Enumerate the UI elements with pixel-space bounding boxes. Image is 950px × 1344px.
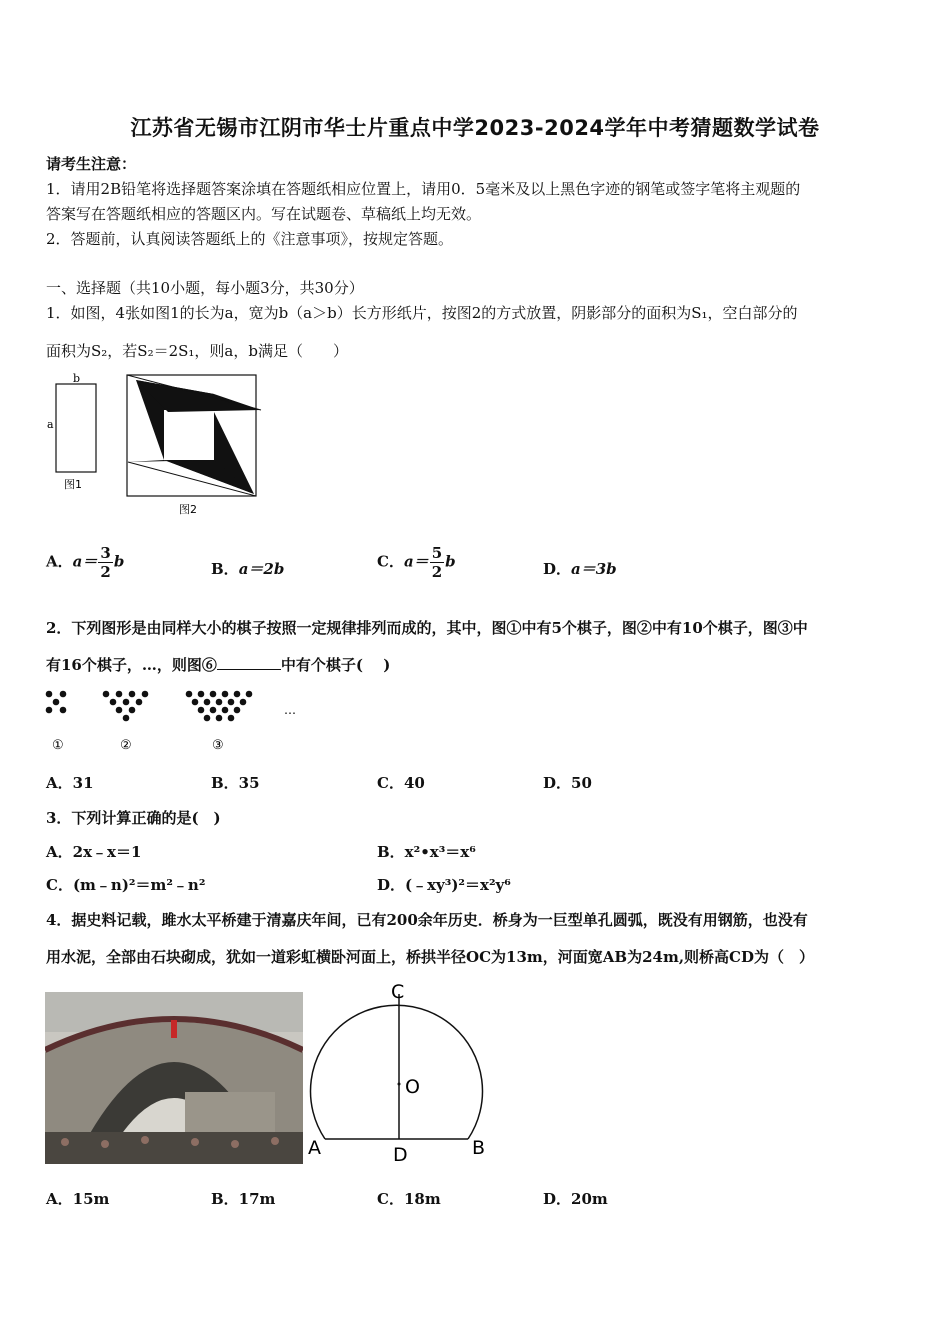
q2-stem-line-2-end: 中有个棋子( ): [280, 656, 391, 674]
section-heading: 一、选择题（共10小题，每小题3分，共30分）: [46, 279, 364, 297]
page-title: 江苏省无锡市江阴市华士片重点中学2023-2024学年中考猜题数学试卷: [130, 116, 820, 140]
pattern-ellipsis: …: [284, 703, 296, 717]
q4-stem-line-2: 用水泥，全部由石块砌成，犹如一道彩虹横卧河面上，桥拱半径OC为13m，河面宽AB为24m,则桥高CD为（ ）: [46, 948, 814, 966]
point-d-label: D: [393, 1144, 408, 1166]
q1-option-a-numerator: 3: [100, 544, 111, 562]
q1-option-c-prefix: C．: [377, 552, 404, 571]
q1-option-d-prefix: D．: [543, 560, 572, 578]
notice-line-1: 1．请用2B铅笔将选择题答案涂填在答题纸相应位置上，请用0．5毫米及以上黑色字迹的钢笔或签字笔将主观题的: [46, 180, 801, 198]
q1-option-a: [46, 544, 124, 581]
pattern-2: [103, 691, 149, 722]
q3-option-b: B．x²•x³＝x⁶: [377, 843, 476, 861]
q2-option-c: C．40: [377, 774, 425, 792]
figure-2: [127, 375, 261, 516]
q1-option-b-prefix: B．: [211, 560, 239, 578]
q2-pattern-figures: [40, 686, 310, 756]
q4-option-a: A．15m: [46, 1190, 110, 1208]
q1-option-d: [543, 558, 617, 579]
point-c-label: C: [391, 981, 405, 1003]
q1-stem-line-2: 面积为S₂，若S₂＝2S₁，则a，b满足（ ）: [46, 342, 348, 360]
q2-stem-line-2-start: 有16个棋子，…，则图⑥: [46, 656, 217, 674]
q1-stem-line-1: 1．如图，4张如图1的长为a，宽为b（a＞b）长方形纸片，按图2的方式放置，阴影部分的面积为S₁，空白部分的: [46, 304, 798, 322]
q1-option-b-value: a＝2b: [238, 560, 285, 578]
q3-option-c: C．(m﹣n)²＝m²﹣n²: [46, 876, 206, 894]
q2-option-d: D．50: [543, 774, 592, 792]
pattern-3: [186, 691, 253, 722]
point-a-label: A: [308, 1137, 321, 1159]
notice-line-3: 2．答题前，认真阅读答题纸上的《注意事项》，按规定答题。: [46, 230, 454, 248]
bridge-photo: [45, 992, 303, 1164]
q4-option-b: B．17m: [211, 1190, 276, 1208]
q1-option-b: [211, 558, 284, 579]
bridge-arch-diagram: [305, 976, 495, 1166]
fig1-a-label: a: [47, 418, 54, 431]
q3-option-d: D．(﹣xy³)²＝x²y⁶: [377, 876, 511, 894]
q1-option-c-denominator: 2: [431, 563, 443, 581]
q2-option-a: A．31: [46, 774, 94, 792]
q1-figures: [44, 372, 274, 522]
q1-option-c: [377, 544, 456, 581]
q2-option-b: B．35: [211, 774, 260, 792]
q4-stem-line-1: 4．据史料记载，雎水太平桥建于清嘉庆年间，已有200余年历史．桥身为一巨型单孔圆弧，既没有用钢筋，也没有: [46, 911, 808, 929]
q2-stem-line-2: [46, 654, 390, 675]
notice-line-2: 答案写在答题纸相应的答题区内。写在试题卷、草稿纸上均无效。: [46, 205, 482, 223]
fig1-b-label: b: [73, 372, 81, 385]
q3-stem: 3．下列计算正确的是( ): [46, 809, 221, 827]
point-o-label: O: [405, 1076, 420, 1098]
point-b-label: B: [472, 1137, 486, 1159]
notice-heading: 请考生注意：: [46, 155, 137, 173]
q1-option-c-var: b: [445, 552, 456, 571]
fig1-caption: 图1: [64, 478, 82, 491]
q1-option-a-lhs: a＝: [72, 552, 98, 571]
q2-stem-line-1: 2．下列图形是由同样大小的棋子按照一定规律排列而成的，其中，图①中有5个棋子，图②中有10个棋子，图③中: [46, 619, 808, 637]
fig2-caption: 图2: [179, 503, 197, 516]
q1-option-a-prefix: A．: [46, 552, 73, 571]
pattern-label-1: ①: [52, 738, 64, 753]
q1-option-a-denominator: 2: [100, 563, 111, 581]
q1-option-c-lhs: a＝: [403, 552, 429, 571]
q1-option-a-var: b: [113, 552, 125, 571]
q3-option-a: A．2x﹣x＝1: [46, 843, 142, 861]
q1-option-d-value: a＝3b: [571, 560, 617, 578]
q4-option-c: C．18m: [377, 1190, 441, 1208]
q1-option-c-numerator: 5: [431, 544, 443, 562]
answer-blank: [217, 655, 281, 670]
pattern-1: [46, 691, 67, 714]
pattern-label-2: ②: [120, 738, 132, 753]
figure-1: [47, 372, 96, 491]
pattern-label-3: ③: [212, 738, 224, 753]
q4-option-d: D．20m: [543, 1190, 608, 1208]
